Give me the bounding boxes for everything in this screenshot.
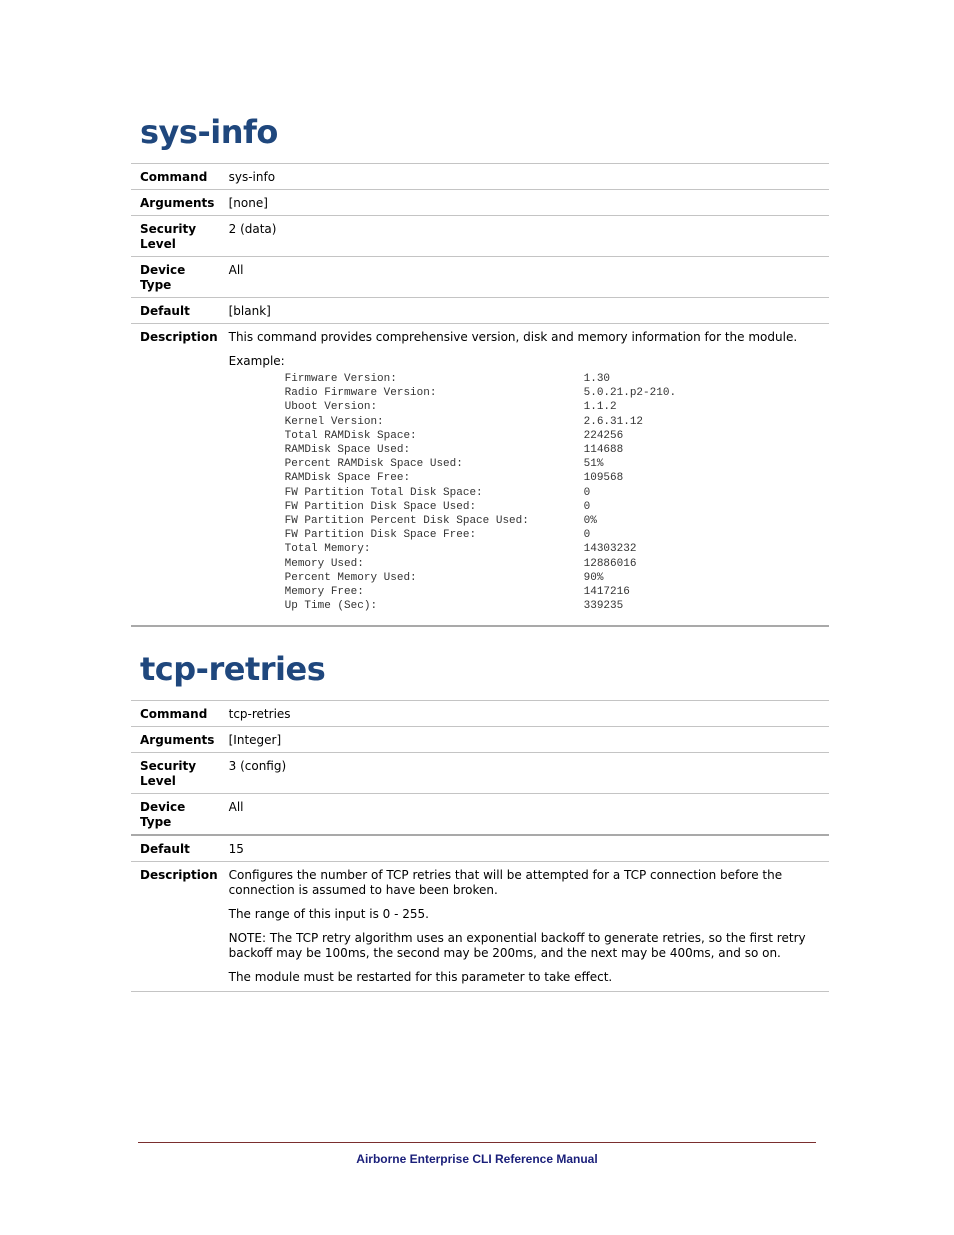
row-value [227,324,829,627]
example-value: 0 [583,486,591,499]
row-label: Device Type [140,263,186,292]
example-value: 90% [583,571,604,584]
example-key: Percent Memory Used: [284,571,417,584]
example-value: 1.1.2 [583,401,617,414]
example-key: Memory Free: [284,586,364,599]
example-key: RAMDisk Space Used: [284,444,411,457]
row-value: All [228,263,244,277]
row-label: Default [140,304,190,318]
example-value: 0 [583,500,591,513]
table-row [131,701,829,727]
table-row [131,257,829,298]
example-value: 2.6.31.12 [583,415,644,428]
table-row [131,324,829,627]
example-key: Up Time (Sec): [284,600,378,613]
example-key: Percent RAMDisk Space Used: [284,458,463,471]
row-value: [none] [228,196,268,210]
example-value: 1417216 [583,586,630,599]
table-row [131,298,829,324]
table-row [131,862,829,992]
row-label: Description [140,330,218,344]
description-paragraph: NOTE: The TCP retry algorithm uses an exponential backoff to generate retries, so the first retry backoff may be 100ms, the second may be 200ms, and the next may be 400ms, and so on. [228,931,806,960]
table-row [131,835,829,862]
table-row [131,753,829,794]
row-label: Security Level [140,759,197,788]
row-value: 3 (config) [228,759,287,773]
example-label: Example: [228,354,285,368]
section-sys-info [131,110,829,627]
table-row [131,794,829,836]
example-key: Kernel Version: [284,415,384,428]
row-value: 2 (data) [228,222,277,236]
table-row [131,727,829,753]
row-label: Command [140,707,208,721]
table-row [131,164,829,190]
row-value: [Integer] [228,733,282,747]
example-key: RAMDisk Space Free: [284,472,411,485]
row-value: tcp-retries [228,707,291,721]
row-label: Arguments [140,733,215,747]
row-value: [blank] [228,304,271,318]
row-value: sys-info [228,170,276,184]
section-tcp-retries [131,647,829,992]
example-value: 1.30 [583,373,611,385]
row-value [227,862,829,992]
section-title: tcp-retries [140,650,326,688]
table-row [131,216,829,257]
example-value: 0% [583,515,597,528]
example-value: 114688 [583,444,624,457]
row-label: Arguments [140,196,215,210]
row-label: Description [140,868,218,882]
section-title: sys-info [140,113,278,151]
description-text: This command provides comprehensive version, disk and memory information for the module. [228,330,798,344]
footer-title: Airborne Enterprise CLI Reference Manual [356,1152,598,1166]
example-value: 5.0.21.p2-210. [583,387,677,400]
example-key: FW Partition Percent Disk Space Used: [284,515,529,528]
example-key: Radio Firmware Version: [284,387,437,400]
row-value: All [228,800,244,814]
row-label: Security Level [140,222,197,251]
example-key: Memory Used: [284,557,364,570]
example-key: FW Partition Disk Space Free: [284,529,477,542]
description-paragraph: Configures the number of TCP retries that will be attempted for a TCP connection before the connection is assumed to have been broken. [228,868,783,897]
description-paragraph: The range of this input is 0 - 255. [228,907,429,921]
example-value: 339235 [583,600,624,613]
row-value: 15 [228,842,244,856]
row-label: Device Type [140,800,186,829]
example-key: FW Partition Total Disk Space: [284,486,483,499]
footer-divider [138,1142,816,1143]
example-value: 109568 [583,472,624,485]
example-value: 12886016 [583,557,637,570]
example-key: Firmware Version: [284,373,397,385]
description-paragraph: The module must be restarted for this parameter to take effect. [228,970,613,984]
example-value: 51% [583,458,604,471]
row-label: Default [140,842,190,856]
row-label: Command [140,170,208,184]
properties-table [131,700,829,992]
example-key: FW Partition Disk Space Used: [284,500,477,513]
example-key: Total Memory: [284,543,371,556]
example-key: Total RAMDisk Space: [284,429,417,442]
properties-table [131,163,829,627]
table-row [131,190,829,216]
example-value: 14303232 [583,543,637,556]
example-value: 0 [583,529,591,542]
example-key: Uboot Version: [284,401,378,414]
example-output [285,372,820,613]
example-value: 224256 [583,429,624,442]
